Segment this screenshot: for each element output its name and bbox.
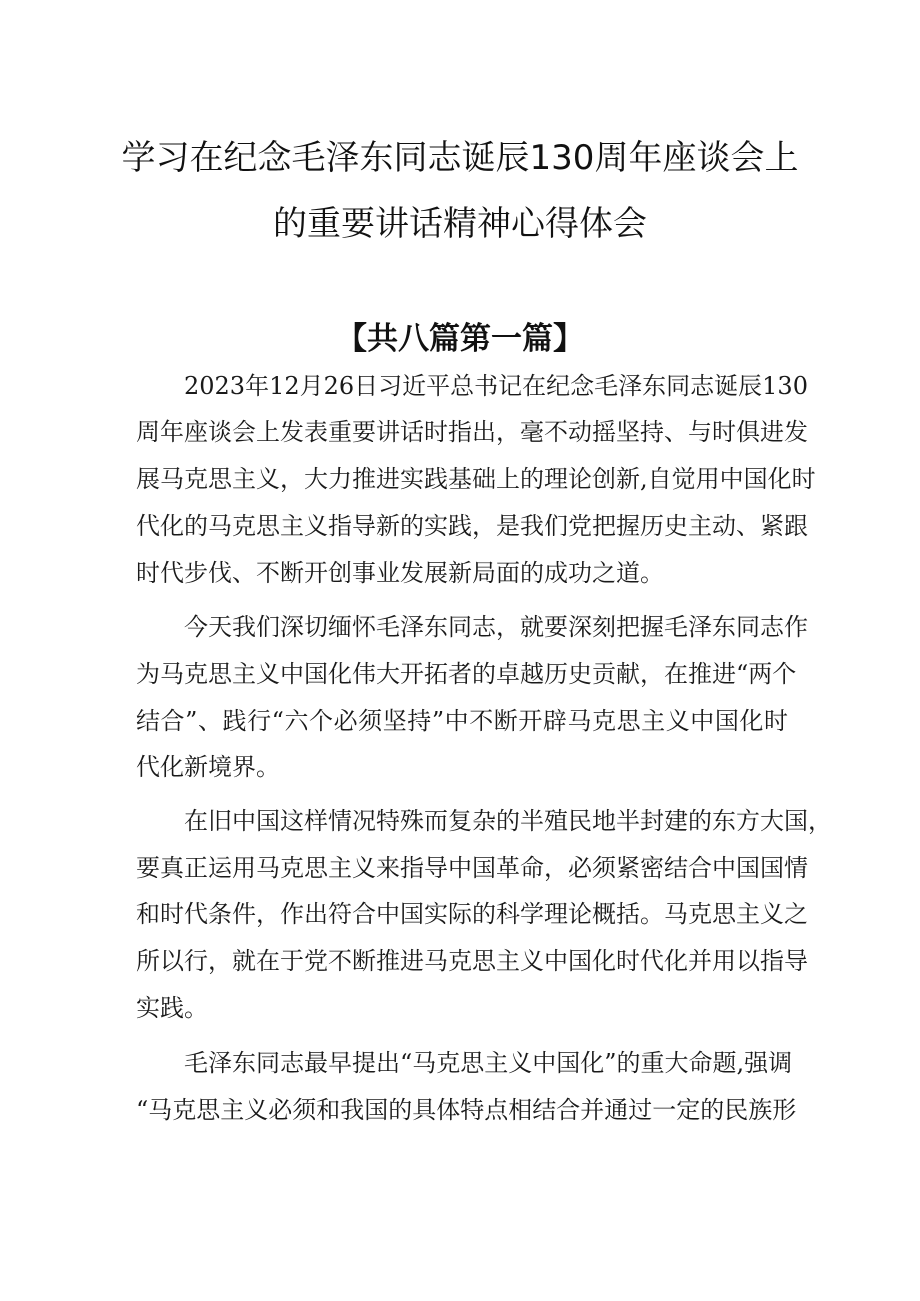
- paragraph-1-line-2: 周年座谈会上发表重要讲话时指出，毫不动摇坚持、与时俱进发: [136, 418, 808, 446]
- document-title-line-2: 的重要讲话精神心得体会: [273, 204, 647, 244]
- paragraph-2-line-3: 结合”、践行“六个必须坚持”中不断开辟马克思主义中国化时: [136, 707, 788, 735]
- paragraph-2-line-1: 今天我们深切缅怀毛泽东同志，就要深刻把握毛泽东同志作: [184, 613, 808, 641]
- paragraph-1-line-3: 展马克思主义，大力推进实践基础上的理论创新,自觉用中国化时: [136, 465, 816, 493]
- paragraph-4-line-1: 毛泽东同志最早提出“马克思主义中国化”的重大命题,强调: [184, 1049, 793, 1077]
- paragraph-3-line-1: 在旧中国这样情况特殊而复杂的半殖民地半封建的东方大国，: [184, 807, 832, 835]
- paragraph-2-line-4: 代化新境界。: [136, 753, 280, 781]
- paragraph-3-line-4: 所以行，就在于党不断推进马克思主义中国化时代化并用以指导: [136, 947, 808, 975]
- paragraph-1-line-1: 2023年12月26日习近平总书记在纪念毛泽东同志诞辰130: [184, 372, 808, 400]
- paragraph-1-line-5: 时代步伐、不断开创事业发展新局面的成功之道。: [136, 559, 664, 587]
- paragraph-3-line-5: 实践。: [136, 994, 208, 1022]
- document-title-line-1: 学习在纪念毛泽东同志诞辰130周年座谈会上: [121, 138, 799, 178]
- paragraph-3-line-2: 要真正运用马克思主义来指导中国革命，必须紧密结合中国国情: [136, 854, 808, 882]
- paragraph-2-line-2: 为马克思主义中国化伟大开拓者的卓越历史贡献，在推进“两个: [136, 660, 797, 688]
- section-heading: 【共八篇第一篇】: [336, 321, 584, 357]
- paragraph-3-line-3: 和时代条件，作出符合中国实际的科学理论概括。马克思主义之: [136, 900, 808, 928]
- paragraph-4-line-2: “马克思主义必须和我国的具体特点相结合并通过一定的民族形: [136, 1096, 797, 1124]
- paragraph-1-line-4: 代化的马克思主义指导新的实践，是我们党把握历史主动、紧跟: [136, 512, 808, 540]
